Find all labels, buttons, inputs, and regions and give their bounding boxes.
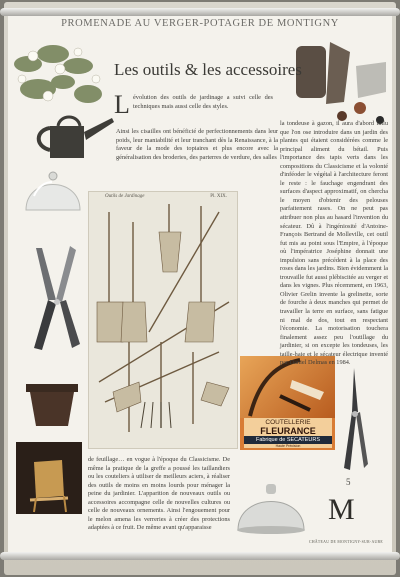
- plate-caption: Outils de Jardinage: [105, 194, 145, 199]
- body-paragraph-1: Ainsi les cisailles ont bénéficié de perfectionnements dans leur poids, leur maniabilité et leur tranchant dès la Renaissance, à la faveur de la mode des topiaires et plus encore avec la généralisation des broderies, des parterres de verdure, des salles: [116, 128, 278, 161]
- label-brand: FLEURANCE: [244, 426, 332, 436]
- poster: [8, 16, 392, 552]
- body-paragraph-2: de feuillage… en vogue à l'époque du Classicisme. De même la pratique de la greffe a poussé les taillandiers ou les couteliers à utiliser de meilleurs aciers, à réaliser des outils de moins en moins lourds pour ménager la peine du jardinier. L'apparition de nouveaux outils ou accessoires accompagne celle de nouvelles cultures ou celle de nouveaux ornements. Ainsi l'engouement pour le melon amena les verreries à créer des protections adaptées à ce fruit. De même avant qu'apparaisse: [88, 456, 230, 532]
- engraving-plate: [88, 191, 238, 449]
- label-line-1: COUTELLERIE: [244, 418, 332, 426]
- secateur-icon: [340, 364, 370, 472]
- poster-header: PROMENADE AU VERGER-POTAGER DE MONTIGNY: [61, 18, 339, 29]
- intro-paragraph: évolution des outils de jardinage a suivi celle des techniques mais aussi celle des styles.: [133, 94, 273, 110]
- drop-cap: L: [114, 90, 130, 119]
- tools-engraving: [89, 192, 237, 448]
- fleurance-label: [240, 356, 335, 450]
- watering-can-icon: [30, 112, 116, 164]
- melon-cloche-icon: [22, 166, 84, 214]
- monogram-logo: M: [328, 493, 355, 526]
- label-line-3: Fabrique de SECATEURS: [244, 436, 332, 444]
- bell-cloche-icon: [234, 478, 308, 536]
- plate-number: Pl. XIX.: [210, 194, 227, 199]
- flower-pot-icon: [24, 380, 80, 428]
- glove-icon: [290, 32, 392, 128]
- plant-illustration: [8, 34, 112, 120]
- bottom-hanging-rod: [0, 552, 400, 560]
- label-line-4: Haute Précision: [244, 444, 332, 448]
- body-paragraph-right: la tondeuse à gazon, il aura d'abord fallu que l'on ose introduire dans un jardin des plantes qui étaient considérées comme le principal aliment du bétail. Puis l'importance des tapis verts dans les compositions du Classicisme et la volonté d'inféoder le végétal à l'architecture feront le reste : le fauchage engendrant des surfaces d'aspect approximatif, on chercha le moyen d'obtenir des pelouses parfaitement rases. On ne peut pas attribuer non plus au hasard l'invention du sécateur. Dû à l'ingéniosité d'Antoine-François Bertrand de Molleville, cet outil fut mis au point sous l'Empire, à l'époque où l'impératrice Joséphine donnait une impulsion sans précédent à la place des roses dans les jardins. Bien évidemment la trouvaille fut aussi plébiscitée au verger et dans les vignes. Plus récemment, en 1963, Olivier Grelin invente la grelinette, sorte de fourche à deux manches qui permet de travailler la terre en surface, sans fatigue ni mal de dos, tout en respectant l'économie. La motorisation touchera finalement assez peu l'outillage du jardinier, si on excepte les tondeuses, les taille-haie et le sécateur électrique inventé par Daniel Delmas en 1984.: [280, 120, 388, 367]
- garden-chair-photo: [16, 442, 82, 514]
- footer-caption: CHÂTEAU DE MONTIGNY-SUR-AUBE: [309, 540, 383, 544]
- top-hanging-rod: [0, 8, 400, 16]
- pruning-shears-icon: [26, 244, 84, 352]
- page-number: 5: [346, 477, 351, 487]
- page-title: Les outils & les accessoires: [114, 60, 302, 79]
